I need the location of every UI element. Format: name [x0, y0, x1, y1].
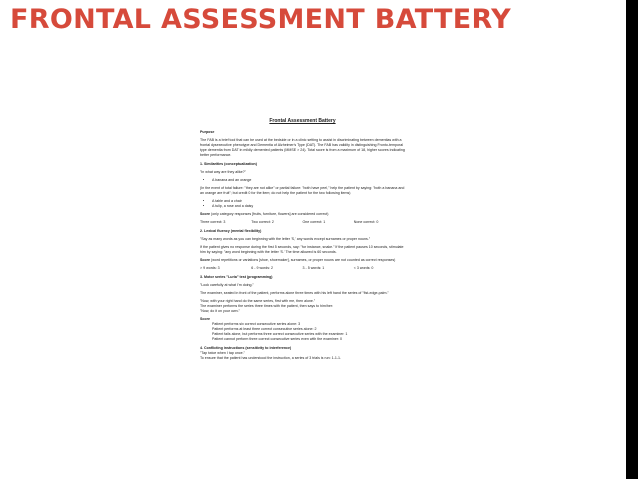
score-text: (word repetitions or variations [shoe, shoemaker], surnames, or proper nouns are not counted as correct responses)	[211, 258, 396, 262]
score-option: One correct: 1	[302, 220, 326, 224]
slide-title: FRONTAL ASSESSMENT BATTERY	[10, 4, 511, 35]
score-option: Patient performs six correct consecutive series alone: 3	[212, 322, 301, 326]
body-text: To ensure that the patient has understood the instruction, a series of 3 trials is run: 1-1-1.	[200, 356, 342, 360]
instruction-line: The examiner performs the series three times with the patient, then says to him/her:	[200, 304, 334, 308]
score-option: 3 - 5 words: 1	[302, 266, 325, 270]
list-item: • A table and a chair	[212, 199, 405, 204]
item-list	[200, 199, 405, 209]
instruction-line: "Now, with your right hand do the same series, first with me, then alone."	[200, 299, 316, 303]
score-option: Patient cannot perform three correct consecutive series even with the examiner: 0	[212, 337, 343, 341]
score-option: Three correct: 3	[200, 220, 226, 224]
score-option: Patient performs at least three correct consecutive series alone: 2	[212, 327, 317, 331]
score-text: (only category responses [fruits, furniture, flowers] are considered correct)	[211, 212, 329, 216]
score-line	[200, 258, 405, 263]
note-text: (In the event of total failure: "they are not alike" or partial failure: "both have peel," help the patient by saying: "both a banana and an orange are fruit"; but credit 0 for the item; do not help the patient for the two following items)	[200, 186, 405, 195]
score-option: Two correct: 2	[251, 220, 274, 224]
list-item: • A banana and an orange	[212, 178, 405, 183]
instruction-text: "In what way are they alike?"	[200, 170, 246, 174]
score-option: None correct: 0	[353, 220, 379, 224]
instruction-text: "Look carefully at what I'm doing."	[200, 283, 254, 287]
section-heading: 2. Lexical fluency (mental flexibility)	[200, 229, 262, 233]
section-similarities	[200, 162, 405, 225]
score-row	[200, 266, 405, 271]
score-label: Score	[200, 317, 210, 321]
section-heading: 4. Conflicting instructions (sensitivity to interference)	[200, 346, 292, 350]
instruction-text: "Say as many words as you can beginning with the letter 'S,' any words except surnames or proper nouns."	[200, 237, 371, 241]
section-heading: 1. Similarities (conceptualization)	[200, 162, 257, 166]
item-list	[200, 178, 405, 183]
section-conflicting-instructions	[200, 346, 405, 361]
document-title: Frontal Assessment Battery	[269, 118, 336, 124]
score-list	[200, 322, 405, 342]
score-line	[200, 212, 405, 217]
purpose-text: The FAB is a brief tool that can be used at the bedside or in a clinic setting to assist in discriminating between dementias with a frontal dysexecutive phenotype and Dementia of Alzheimer's Type (DAT). The FAB has validity in distinguishing Fronto-temporal type dementia from DAT in mildly demented patients (MMSE > 24). Total score is from a maximum of 18, higher scores indicating better performance.	[200, 138, 405, 157]
score-label: Score	[200, 258, 210, 262]
section-motor-series	[200, 275, 405, 342]
list-item: • A tulip, a rose and a daisy	[212, 204, 405, 209]
purpose-heading: Purpose	[200, 130, 215, 134]
score-option: Patient fails alone, but performs three correct consecutive series with the examiner: 1	[212, 332, 348, 336]
score-option: > 9 words: 3	[200, 266, 220, 270]
note-text: If the patient gives no response during the first 5 seconds, say: "for instance, snake." If the patient pauses 10 seconds, stimulate him by saying: "any word beginning with the letter 'S.' The time allowed is 60 seconds.	[200, 245, 404, 254]
document-page	[200, 118, 405, 364]
slide-edge-bar	[626, 0, 638, 479]
section-heading: 3. Motor series "Luria" test (programming)	[200, 275, 273, 279]
instruction-line: "Now, do it on your own."	[200, 309, 240, 313]
score-option: < 3 words: 0	[353, 266, 374, 270]
instruction-text: "Tap twice when I tap once."	[200, 351, 245, 355]
score-row	[200, 220, 405, 225]
section-lexical-fluency	[200, 229, 405, 271]
body-text: The examiner, seated in front of the patient, performs alone three times with his left hand the series of "fist-edge-palm."	[200, 291, 389, 295]
score-option: 6 - 9 words: 2	[251, 266, 274, 270]
score-label: Score	[200, 212, 210, 216]
